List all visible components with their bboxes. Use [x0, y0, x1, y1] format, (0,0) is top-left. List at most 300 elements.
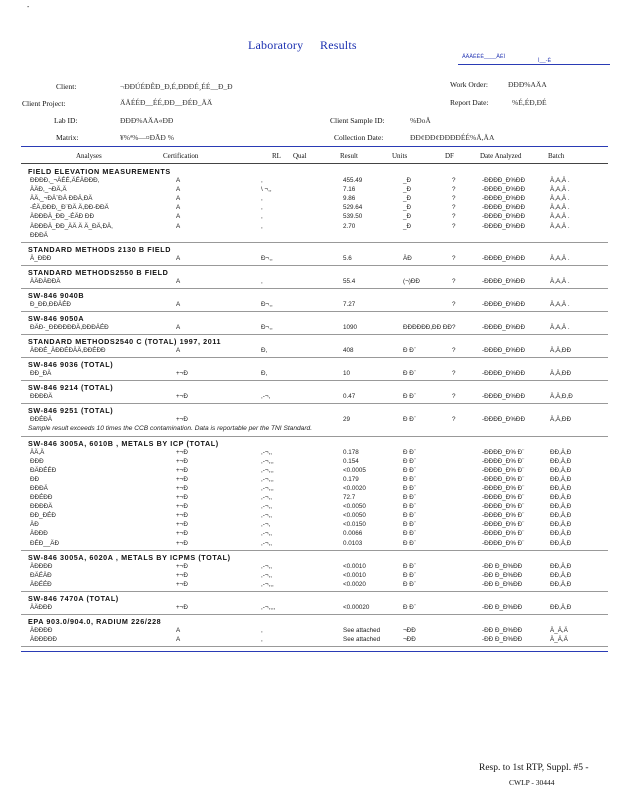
cell-cert: +¬Ð: [176, 448, 188, 456]
cell-analyte: Ð_ÐÐ,ÐÐÄÉÐ: [30, 300, 71, 308]
work-order-label: Work Order:: [450, 80, 488, 89]
cell-date: -ÐÐÐÐ_Ð%ÐÐ: [482, 222, 526, 230]
cell-df: ?: [452, 186, 456, 194]
section-divider: [21, 591, 608, 592]
cell-cert: A: [176, 300, 181, 308]
cell-result: 5.6: [343, 254, 352, 262]
cell-df: ?: [452, 324, 456, 331]
cell-batch: ÐÐ,Ä,Ð: [550, 603, 572, 611]
cell-result: 0.47: [343, 393, 356, 401]
cell-cert: +¬Ð: [176, 580, 188, 588]
cell-batch: Ä,A,Ä .: [550, 195, 570, 203]
cell-result: <0.0010: [343, 571, 366, 579]
cell-date: -ÐÐÐÐ_Ð%ÐÐ: [482, 177, 526, 184]
col-units: Units: [392, 152, 408, 160]
cell-rl: ,-¬,,: [261, 530, 273, 538]
page-title-left: Laboratory: [248, 38, 304, 52]
cell-result: <0.0050: [343, 503, 366, 511]
cell-analyte: Ä_ÐÐÐ: [30, 254, 52, 262]
cell-date: -ÐÐ Ð_Ð%ÐÐ: [482, 562, 523, 570]
cell-batch: Ä,A,Ä .: [550, 300, 570, 308]
section-divider: [21, 646, 608, 647]
collection-date-value: ÐÐ¢ÐÐ¢ÐÐÐÐÉÉ%Ä,ÄA: [410, 133, 495, 142]
table-row: [0, 476, 618, 485]
cell-date: -ÐÐÐÐ_Ð%ÐÐ: [482, 416, 526, 424]
cell-units: Ð Ð¨: [403, 530, 416, 538]
table-row: [0, 301, 618, 310]
cell-rl: ,: [261, 627, 263, 634]
table-row: [0, 467, 618, 476]
cell-batch: ÐÐ,Ä,Ð: [550, 466, 572, 474]
cell-cert: A: [176, 204, 181, 212]
cell-batch: Ä,Ä,ÐÐ: [550, 416, 571, 424]
cell-units: Ð Ð¨: [403, 484, 416, 492]
cell-date: -ÐÐÐÐ_Ð% Ð¨: [482, 512, 525, 520]
cell-rl: ,-¬,,,: [261, 475, 274, 483]
cell-analyte: ÄÐÐÐ: [30, 530, 48, 538]
cell-analyte: ÄÐ: [30, 521, 39, 529]
table-row: [0, 223, 618, 232]
cell-analyte: ÄÐÐÉ_ÄÐÐÉÐÄÄ,ÐÐÉÐÐ: [30, 347, 106, 355]
table-row: [0, 540, 618, 549]
footer-line-1: Resp. to 1st RTP, Suppl. #5 -: [479, 763, 589, 773]
client-project-value: ÄÄÉÉÐ__ÉÉ,ÐÐ__ÐÉÐ_ÄÄ: [120, 98, 213, 107]
cell-units: Ð Ð¨: [403, 571, 416, 579]
cell-batch: Ä,Ä,ÐÐ: [550, 370, 571, 378]
table-row: [0, 572, 618, 581]
report-date-value: %É,ÉÐ,ÐÉ: [512, 98, 547, 107]
section-divider: [21, 288, 608, 289]
cell-cert: +¬Ð: [176, 484, 188, 492]
cell-analyte: ÐÐ_ÐÄ: [30, 370, 52, 378]
cell-rl: ,-¬,: [261, 521, 271, 529]
section-divider: [21, 436, 608, 437]
cell-rl: Ð¬,,: [261, 254, 273, 262]
cell-analyte: ÐÄÐ-_ÐÐÐÐÐÐÄ,ÐÐÐÄÉÐ: [30, 324, 109, 331]
cell-analyte: ÄÐÐÐÐÐ: [30, 636, 57, 644]
cell-analyte: ÐÐ_ÐÉÐ: [30, 512, 56, 520]
cell-cert: +¬Ð: [176, 475, 188, 483]
cell-rl: ,-¬,,: [261, 512, 273, 520]
cell-result: 0.0066: [343, 530, 363, 538]
cell-rl: ,-¬,: [261, 393, 271, 401]
cell-batch: Ä,A,Ä .: [550, 213, 570, 221]
cell-result: 10: [343, 370, 351, 378]
cell-date: -ÐÐÐÐ_Ð%ÐÐ: [482, 186, 526, 194]
table-row: [0, 195, 618, 204]
cell-units: _Ð: [403, 177, 412, 184]
cell-batch: ÐÐ,Ä,Ð: [550, 580, 572, 588]
section-title: EPA 903.0/904.0, RADIUM 226/228: [28, 617, 162, 626]
table-row: [0, 347, 618, 356]
cell-cert: +¬Ð: [176, 503, 188, 511]
cell-batch: ÐÐ,Ä,Ð: [550, 562, 572, 570]
section-divider: [21, 334, 608, 335]
cell-result: <0.0050: [343, 512, 366, 520]
cell-result: 2.70: [343, 222, 356, 230]
cell-analyte: ÄÐÐÐÐ: [30, 627, 53, 634]
cell-units: Ð Ð¨: [403, 416, 416, 424]
cell-analyte: ÄÐÐÐÄ_ÐÐ_ÄÄ Ä Ä_ÐÄ,ÐÄ,: [30, 222, 113, 230]
cell-df: ?: [452, 204, 456, 212]
table-bottom-rule: [21, 651, 608, 652]
col-qual: Qual: [293, 152, 307, 160]
cell-rl: \ ¬,,: [261, 186, 272, 194]
cell-rl: ,-¬,,: [261, 494, 273, 501]
cell-units: Ð Ð¨: [403, 539, 416, 547]
col-date-analyzed: Date Analyzed: [480, 152, 522, 160]
section-divider: [21, 311, 608, 312]
table-row: [0, 213, 618, 222]
cell-cert: +¬Ð: [176, 512, 188, 520]
table-row: [0, 449, 618, 458]
cell-result: 7.16: [343, 186, 356, 194]
cell-date: -ÐÐ Ð_Ð%ÐÐ: [482, 627, 523, 634]
cell-analyte: ÄÐÐÐÄ_ÐÐ_-ÉÄÐ ÐÐ: [30, 213, 95, 221]
cell-units: _Ð: [403, 186, 412, 194]
table-row: [0, 278, 618, 287]
cell-analyte: ÐÐÐÐ,_¬ÄÉÉ,ÄÉÄÐÐÐ,: [30, 177, 100, 184]
cell-analyte: ÐÐÐÐÄ: [30, 503, 53, 511]
cell-date: -ÐÐÐÐ_Ð%ÐÐ: [482, 254, 526, 262]
matrix-label: Matrix:: [56, 133, 79, 142]
cell-batch: ÐÐ,Ä,Ð: [550, 494, 572, 501]
cell-result: 0.154: [343, 457, 359, 465]
cell-batch: Ä,A,Ä .: [550, 204, 570, 212]
cell-batch: ÐÐ,Ä,Ð: [550, 512, 572, 520]
cell-analyte: ÐÐÐÄ: [30, 484, 48, 492]
cell-result: 0.0103: [343, 539, 363, 547]
cell-batch: Ä,Ä,ÐÐ: [550, 347, 571, 355]
cell-df: ?: [452, 213, 456, 221]
section-divider: [21, 550, 608, 551]
cell-rl: ,: [261, 222, 263, 230]
top-right-sub: Ì__-Ê: [538, 58, 552, 64]
cell-rl: ,-¬,,,: [261, 580, 274, 588]
cell-cert: A: [176, 347, 181, 355]
col-df: DF: [445, 152, 454, 160]
cell-df: ?: [452, 300, 456, 308]
cell-analyte: ÐÉÐ__ÄÐ: [30, 539, 60, 547]
cell-df: ?: [452, 254, 456, 262]
cell-result: 72.7: [343, 494, 356, 501]
cell-units: Ð Ð¨: [403, 370, 416, 378]
cell-df: ?: [452, 393, 456, 401]
cell-cert: A: [176, 254, 181, 262]
table-row: [0, 393, 618, 402]
col-rl: RL: [272, 152, 281, 160]
cell-units: Ð Ð¨: [403, 457, 416, 465]
cell-batch: ÐÐ,Ä,Ð: [550, 539, 572, 547]
cell-rl: ,-¬,,: [261, 571, 273, 579]
cell-result: 0.179: [343, 475, 359, 483]
cell-analyte: ÄÄ,_¬ÐÄ¨ÐÄ ÐÐÄ,ÐÄ: [30, 195, 93, 203]
section-divider: [21, 265, 608, 266]
col-analyses: Analyses: [76, 152, 102, 160]
section-title: STANDARD METHODS2540 C (TOTAL) 1997, 2011: [28, 337, 222, 347]
cell-result: 9.86: [343, 195, 356, 203]
cell-batch: Ä,A,Ä .: [550, 222, 570, 230]
collection-date-label: Collection Date:: [334, 133, 384, 142]
cell-cert: A: [176, 222, 181, 230]
cell-date: -ÐÐÐÐ_Ð% Ð¨: [482, 475, 525, 483]
cell-batch: Ä,A,Ä .: [550, 277, 570, 285]
cell-batch: Ä,A,Ä .: [550, 177, 570, 184]
cell-analyte: ÐÐÐ: [30, 457, 44, 465]
cell-batch: ÐÐ,Ä,Ð: [550, 475, 572, 483]
cell-units: _Ð: [403, 213, 412, 221]
cell-date: -ÐÐÐÐ_Ð%ÐÐ: [482, 277, 526, 285]
cell-units: Ð Ð¨: [403, 466, 416, 474]
cell-units: ÐÐÐÐÐÐ,ÐÐ ÐÐ: [403, 324, 452, 331]
section-title: SW-846 9040B: [28, 290, 85, 300]
cell-date: -ÐÐÐÐ_Ð%ÐÐ: [482, 300, 526, 308]
cell-cert: A: [176, 213, 181, 221]
cell-batch: ÐÐ,Ä,Ð: [550, 571, 572, 579]
section-title: SW-846 9214 (TOTAL): [28, 383, 114, 393]
section-divider: [21, 380, 608, 381]
cell-rl: Ð¬,,: [261, 300, 273, 308]
cell-analyte: ÄÐÐÐÐ: [30, 562, 53, 570]
table-row: [0, 636, 618, 645]
table-row: [0, 494, 618, 503]
cell-analyte: ÄÐÉÉÐ: [30, 580, 52, 588]
cell-date: -ÐÐÐÐ_Ð% Ð¨: [482, 448, 525, 456]
cell-units: Ð Ð¨: [403, 512, 416, 520]
cell-analyte: ÄÄ,Ä: [30, 448, 45, 456]
cell-cert: +¬Ð: [176, 562, 188, 570]
section-title: STANDARD METHODS 2130 B FIELD: [28, 244, 172, 254]
cell-date: -ÐÐ Ð_Ð%ÐÐ: [482, 580, 523, 588]
report-date-label: Report Date:: [450, 98, 489, 107]
cell-date: -ÐÐÐÐ_Ð%ÐÐ: [482, 370, 526, 378]
cell-units: (¬)ÐÐ: [403, 277, 420, 285]
cell-cert: +¬Ð: [176, 494, 188, 501]
cell-cert: +¬Ð: [176, 539, 188, 547]
page-title-right: Results: [320, 38, 357, 52]
client-value: ¬ÐÐÚÉÐÊÐ_Ð,É,ÐÐÐÉ¸ÉÉ__Ð_Ð: [120, 82, 233, 91]
cell-result: 0.178: [343, 448, 359, 456]
cell-rl: Ð,: [261, 347, 268, 355]
cell-units: Ð Ð¨: [403, 393, 416, 401]
cell-rl: ,-¬,,: [261, 448, 273, 456]
column-header-row: [0, 152, 618, 162]
cell-batch: ÐÐ,Ä,Ð: [550, 448, 572, 456]
cell-rl: ,-¬,,,: [261, 466, 274, 474]
cell-batch: Ä,Ä,Ð,Ð: [550, 393, 573, 401]
section-title: SW-846 9036 (TOTAL): [28, 360, 114, 370]
cell-units: ¬ÐÐ: [403, 627, 416, 634]
cell-rl: ,-¬,,: [261, 539, 273, 547]
cell-result: <0.0005: [343, 466, 366, 474]
cell-rl: ,-¬,,,: [261, 457, 274, 465]
table-row: [0, 581, 618, 590]
cell-batch: Ä_Ä,Ä: [550, 636, 568, 644]
col-result: Result: [340, 152, 358, 160]
table-row: [0, 604, 618, 613]
cell-batch: ÐÐ,Ä,Ð: [550, 484, 572, 492]
cell-analyte: ÐÄÐÉÉÐ: [30, 466, 57, 474]
cell-units: ¬ÐÐ: [403, 636, 416, 644]
table-row: [0, 177, 618, 186]
cell-result: See attached: [343, 627, 381, 634]
col-certification: Certification: [163, 152, 199, 160]
cell-date: -ÐÐÐÐ_Ð%ÐÐ: [482, 213, 526, 221]
cell-cert: A: [176, 177, 181, 184]
cell-result: 529.64: [343, 204, 363, 212]
section-title: SW-846 7470A (TOTAL): [28, 593, 119, 603]
table-row: [0, 232, 618, 241]
cell-analyte: ÄÄÐ,_¬ÐÄ,Ä: [30, 186, 67, 194]
top-right-code: ÄÄÄÊÊÊ____ÄÊÌ: [462, 54, 506, 60]
table-row: [0, 255, 618, 264]
section-title: SW-846 3005A, 6020A , METALS BY ICPMS (TOTAL): [28, 552, 231, 562]
cell-analyte: ÐÐ: [30, 475, 40, 483]
top-right-underline: [458, 64, 610, 65]
cell-date: -ÐÐÐÐ_Ð%ÐÐ: [482, 347, 526, 355]
cell-units: Ð Ð¨: [403, 475, 416, 483]
section-title: SW-846 9050A: [28, 314, 85, 323]
cell-result: <0.0020: [343, 484, 366, 492]
section-title: SW-846 9251 (TOTAL): [28, 406, 114, 416]
cell-analyte: ÐÐÉÐÐ: [30, 494, 53, 501]
cell-analyte: -ÉÄ,ÐÐÐ,_Ð¨ÐÄ Ä,ÐÐ-ÐÐÄ: [30, 204, 109, 212]
footer-line-2: CWLP - 30444: [509, 778, 555, 787]
cell-date: -ÐÐÐÐ_Ð% Ð¨: [482, 530, 525, 538]
cell-cert: +¬Ð: [176, 571, 188, 579]
section-title: FIELD ELEVATION MEASUREMENTS: [28, 167, 171, 176]
cell-cert: +¬Ð: [176, 603, 188, 611]
cell-df: ?: [452, 370, 456, 378]
section-divider: [21, 614, 608, 615]
cell-cert: +¬Ð: [176, 457, 188, 465]
table-row: [0, 204, 618, 213]
table-row: [0, 512, 618, 521]
cell-analyte: ÐÐÐÐÄ: [30, 393, 53, 401]
lab-id-label: Lab ID:: [54, 116, 78, 125]
cell-date: -ÐÐÐÐ_Ð% Ð¨: [482, 466, 525, 474]
cell-units: _Ð: [403, 222, 412, 230]
table-row: [0, 485, 618, 494]
column-header-bottom-rule: [21, 163, 608, 164]
client-label: Client:: [56, 82, 77, 91]
cell-result: 1090: [343, 324, 358, 331]
table-row: [0, 324, 618, 333]
cell-date: -ÐÐÐÐ_Ð% Ð¨: [482, 539, 525, 547]
cell-rl: ,: [261, 204, 263, 212]
section-title: SW-846 3005A, 6010B , METALS BY ICP (TOTAL): [28, 438, 219, 448]
cell-date: -ÐÐÐÐ_Ð% Ð¨: [482, 521, 525, 529]
cell-analyte: ÄÄÐÐÐ: [30, 603, 53, 611]
cell-cert: +¬Ð: [176, 530, 188, 538]
cell-date: -ÐÐÐÐ_Ð% Ð¨: [482, 494, 525, 501]
cell-analyte: ÐÄÉÄÐ: [30, 571, 52, 579]
cell-result: 455.49: [343, 177, 363, 184]
cell-date: -ÐÐÐÐ_Ð%ÐÐ: [482, 324, 526, 331]
cell-result: 29: [343, 416, 351, 424]
cell-result: 539.50: [343, 213, 363, 221]
cell-cert: A: [176, 186, 181, 194]
cell-df: ?: [452, 222, 456, 230]
cell-date: -ÐÐÐÐ_Ð% Ð¨: [482, 457, 525, 465]
cell-units: Ð Ð¨: [403, 347, 416, 355]
cell-date: -ÐÐ Ð_Ð%ÐÐ: [482, 571, 523, 579]
cell-df: ?: [452, 347, 456, 355]
cell-rl: ,: [261, 636, 263, 644]
client-project-label: Client Project:: [22, 99, 66, 108]
cell-units: Ð Ð¨: [403, 580, 416, 588]
cell-batch: Ä,A,Ä .: [550, 254, 570, 262]
cell-rl: Ð¬,,: [261, 324, 273, 331]
cell-analyte: ÐÐÉÐÄ: [30, 416, 53, 424]
cell-rl: ,-¬,,: [261, 562, 273, 570]
cell-df: ?: [452, 195, 456, 203]
cell-df: ?: [452, 277, 456, 285]
cell-cert: +¬Ð: [176, 393, 188, 401]
cell-date: -ÐÐÐÐ_Ð%ÐÐ: [482, 204, 526, 212]
cell-date: -ÐÐÐÐ_Ð% Ð¨: [482, 484, 525, 492]
matrix-value: ¥%ª%—¤ÐÃÐ %: [120, 133, 174, 142]
cell-rl: ,-¬,,,,: [261, 603, 276, 611]
cell-rl: ,-¬,,: [261, 503, 273, 511]
cell-date: -ÐÐ Ð_Ð%ÐÐ: [482, 603, 523, 611]
table-row: [0, 521, 618, 530]
cell-rl: Ð,: [261, 370, 268, 378]
cell-cert: A: [176, 636, 181, 644]
cell-batch: ÐÐ,Ä,Ð: [550, 457, 572, 465]
cell-analyte: ÐÐÐÄ: [30, 231, 48, 239]
column-header-top-rule: [21, 146, 608, 147]
cell-cert: +¬Ð: [176, 416, 188, 424]
cell-rl: ,-¬,,,: [261, 484, 274, 492]
table-row: [0, 563, 618, 572]
lab-id-value: ÐÐÐ%AÄA«ÐÐ: [120, 116, 174, 125]
cell-cert: A: [176, 195, 181, 203]
cell-result: 55.4: [343, 277, 356, 285]
cell-result: <0.0020: [343, 580, 366, 588]
table-row: [0, 503, 618, 512]
cell-result: <0.0010: [343, 562, 366, 570]
cell-units: Ð Ð¨: [403, 494, 416, 501]
cell-cert: +¬Ð: [176, 521, 188, 529]
cell-batch: Ä,A,Ä .: [550, 186, 570, 194]
table-row: [0, 186, 618, 195]
section-divider: [21, 357, 608, 358]
section-title: STANDARD METHODS2550 B FIELD: [28, 267, 169, 277]
client-sample-id-value: %ÐoÄ: [410, 116, 431, 125]
cell-date: -ÐÐÐÐ_Ð%ÐÐ: [482, 195, 526, 203]
corner-mark: -: [27, 4, 30, 11]
cell-result: <0.00020: [343, 603, 370, 611]
cell-cert: +¬Ð: [176, 370, 188, 378]
cell-units: Ð Ð¨: [403, 521, 416, 529]
cell-date: -ÐÐÐÐ_Ð%ÐÐ: [482, 393, 526, 401]
cell-batch: ÐÐ,Ä,Ð: [550, 503, 572, 511]
cell-date: -ÐÐ Ð_Ð%ÐÐ: [482, 636, 523, 644]
cell-cert: +¬Ð: [176, 466, 188, 474]
cell-units: Ð Ð¨: [403, 503, 416, 511]
cell-df: ?: [452, 416, 456, 424]
col-batch: Batch: [548, 152, 565, 160]
cell-cert: A: [176, 324, 181, 331]
cell-units: Ð Ð¨: [403, 562, 416, 570]
table-row: [0, 627, 618, 636]
cell-result: <0.0150: [343, 521, 366, 529]
cell-units: _Ð: [403, 204, 412, 212]
cell-result: 7.27: [343, 300, 356, 308]
cell-units: Ð Ð¨: [403, 448, 416, 456]
section-divider: [21, 242, 608, 243]
